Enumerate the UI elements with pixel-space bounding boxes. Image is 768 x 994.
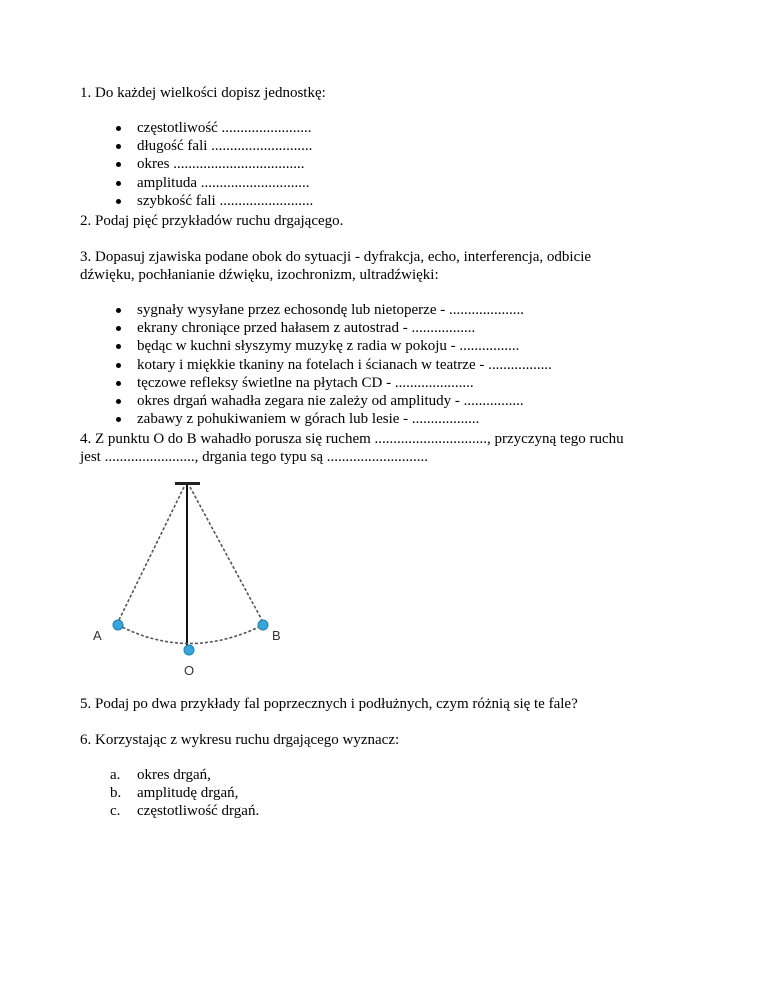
pendulum-ball-o	[184, 645, 194, 655]
list-item: tęczowe refleksy świetlne na płytach CD - .....................	[80, 374, 552, 392]
list-item: szybkość fali .........................	[80, 192, 313, 210]
label-a: A	[93, 628, 102, 643]
pendulum-diagram	[85, 476, 305, 681]
pendulum-path-left	[118, 487, 184, 622]
question-1-list	[80, 119, 313, 210]
list-item	[80, 784, 259, 802]
list-item: częstotliwość ........................	[80, 119, 313, 137]
list-text: okres drgań,	[137, 767, 211, 783]
question-2-title: 2. Podaj pięć przykładów ruchu drgającego.	[80, 213, 344, 229]
list-item: sygnały wysyłane przez echosondę lub nietoperze - ....................	[80, 301, 552, 319]
list-item: będąc w kuchni słyszymy muzykę z radia w pokoju - ................	[80, 337, 552, 355]
question-4-line-1: 4. Z punktu O do B wahadło porusza się ruchem .............................., przyczyną tego ruchu	[80, 431, 624, 447]
list-item: amplituda .............................	[80, 174, 313, 192]
list-text: częstotliwość drgań.	[137, 803, 260, 820]
list-item: okres ...................................	[80, 155, 313, 173]
pendulum-path-right	[190, 487, 263, 622]
pendulum-ball-b	[258, 620, 268, 630]
question-4-line-2: jest ........................, drgania tego typu są ...........................	[80, 449, 429, 465]
question-3-title-line-1: 3. Dopasuj zjawiska podane obok do sytuacji - dyfrakcja, echo, interferencja, odbicie	[80, 249, 592, 265]
list-marker: b.	[110, 785, 122, 802]
label-b: B	[272, 628, 281, 643]
pendulum-ball-a	[113, 620, 123, 630]
list-item: zabawy z pohukiwaniem w górach lub lesie - ..................	[80, 410, 552, 428]
list-item: długość fali ...........................	[80, 137, 313, 155]
list-item: okres drgań wahadła zegara nie zależy od amplitudy - ................	[80, 392, 552, 410]
question-5-title: 5. Podaj po dwa przykłady fal poprzecznych i podłużnych, czym różnią się te fale?	[80, 696, 578, 712]
list-text: amplitudę drgań,	[137, 785, 239, 802]
question-6-list	[80, 766, 259, 821]
list-item: ekrany chroniące przed hałasem z autostrad - .................	[80, 319, 552, 337]
list-item: kotary i miękkie tkaniny na fotelach i ścianach w teatrze - .................	[80, 356, 552, 374]
question-6-title: 6. Korzystając z wykresu ruchu drgającego wyznacz:	[80, 732, 400, 748]
question-3-title-line-2: dźwięku, pochłanianie dźwięku, izochronizm, ultradźwięki:	[80, 267, 439, 283]
list-item	[80, 766, 259, 784]
pendulum-mount	[175, 482, 200, 485]
label-o: O	[184, 663, 195, 678]
list-marker: a.	[110, 767, 121, 783]
pendulum-swing-arc	[118, 625, 263, 644]
list-marker: c.	[110, 803, 121, 820]
question-1-title: 1. Do każdej wielkości dopisz jednostkę:	[80, 85, 326, 101]
list-item	[80, 802, 259, 820]
question-3-list	[80, 301, 552, 428]
